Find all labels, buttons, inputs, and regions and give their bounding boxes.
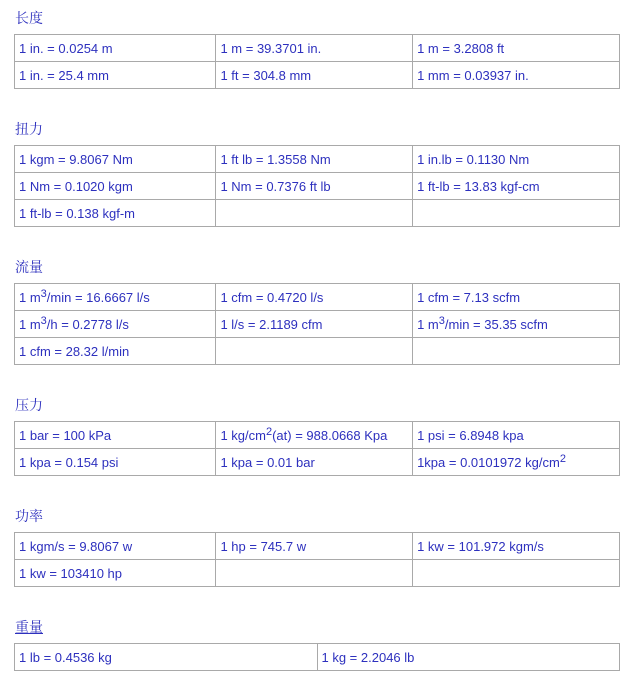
conversion-cell: 1 bar = 100 kPa: [15, 422, 216, 449]
conversion-cell: 1 kw = 103410 hp: [15, 560, 216, 587]
conversion-tables: [14, 10, 620, 671]
conversion-cell: 1 kw = 101.972 kgm/s: [413, 533, 620, 560]
section-length: [14, 10, 620, 89]
table-row: [15, 200, 620, 227]
table-row: [15, 533, 620, 560]
conversion-cell: 1 ft lb = 1.3558 Nm: [216, 146, 413, 173]
section-title-pressure: 压力: [15, 397, 43, 413]
conversion-cell: 1 mm = 0.03937 in.: [413, 62, 620, 89]
section-flow: [14, 259, 620, 365]
table-row: [15, 644, 620, 671]
table-row: [15, 449, 620, 476]
table-row: [15, 422, 620, 449]
table-row: [15, 35, 620, 62]
table-row: [15, 284, 620, 311]
conversion-cell: 1 $kg/cm^2(at) = 988.0668$ Kpa: [216, 422, 413, 449]
section-title-length: 长度: [15, 10, 43, 26]
table-row: [15, 560, 620, 587]
conversion-cell: 1 kgm/s = 9.8067 w: [15, 533, 216, 560]
section-torque: [14, 121, 620, 227]
conversion-cell: 1 $m^3/h = 0.2778$ l/s: [15, 311, 216, 338]
conversion-cell: 1 in. = 0.0254 m: [15, 35, 216, 62]
table-row: [15, 311, 620, 338]
conversion-cell: 1 in. = 25.4 mm: [15, 62, 216, 89]
conversion-cell: [216, 200, 413, 227]
section-weight: [14, 619, 620, 671]
table-row: [15, 338, 620, 365]
table-flow: [14, 283, 620, 365]
table-row: [15, 173, 620, 200]
conversion-cell: 1 hp = 745.7 w: [216, 533, 413, 560]
conversion-cell: 1 cfm = 0.4720 l/s: [216, 284, 413, 311]
section-pressure: [14, 397, 620, 476]
conversion-cell: [216, 338, 413, 365]
table-power: [14, 532, 620, 587]
section-title-torque: 扭力: [15, 121, 43, 137]
table-torque: [14, 145, 620, 227]
conversion-cell: 1 kpa = 0.01 bar: [216, 449, 413, 476]
conversion-cell: [413, 200, 620, 227]
table-row: [15, 62, 620, 89]
table-length: [14, 34, 620, 89]
conversion-cell: 1 Nm = 0.1020 kgm: [15, 173, 216, 200]
conversion-cell: 1 ft = 304.8 mm: [216, 62, 413, 89]
table-weight: [14, 643, 620, 671]
section-title-flow: 流量: [15, 259, 43, 275]
conversion-cell: 1 ft-lb = 0.138 kgf-m: [15, 200, 216, 227]
conversion-cell: 1 $m^3/\min = 16.6667$ l/s: [15, 284, 216, 311]
conversion-cell: 1 in.lb = 0.1130 Nm: [413, 146, 620, 173]
conversion-cell: 1 lb = 0.4536 kg: [15, 644, 318, 671]
conversion-cell: 1 psi = 6.8948 kpa: [413, 422, 620, 449]
conversion-cell: 1 $m^3/\min = 35.35$ scfm: [413, 311, 620, 338]
conversion-cell: [413, 560, 620, 587]
conversion-cell: 1 ft-lb = 13.83 kgf-cm: [413, 173, 620, 200]
conversion-cell: [413, 338, 620, 365]
conversion-cell: 1 kgm = 9.8067 Nm: [15, 146, 216, 173]
table-pressure: [14, 421, 620, 476]
section-power: [14, 508, 620, 587]
table-row: [15, 146, 620, 173]
conversion-cell: 1 kpa = 0.154 psi: [15, 449, 216, 476]
conversion-cell: 1 cfm = 28.32 l/min: [15, 338, 216, 365]
conversion-cell: 1kpa = 0.0101972 $kg/cm^2$: [413, 449, 620, 476]
conversion-cell: 1 l/s = 2.1189 cfm: [216, 311, 413, 338]
conversion-cell: 1 kg = 2.2046 lb: [317, 644, 620, 671]
conversion-cell: 1 m = 3.2808 ft: [413, 35, 620, 62]
conversion-cell: 1 cfm = 7.13 scfm: [413, 284, 620, 311]
section-title-power: 功率: [15, 508, 43, 524]
conversion-cell: [216, 560, 413, 587]
conversion-cell: 1 Nm = 0.7376 ft lb: [216, 173, 413, 200]
conversion-cell: 1 m = 39.3701 in.: [216, 35, 413, 62]
section-title-weight[interactable]: 重量: [15, 619, 43, 635]
